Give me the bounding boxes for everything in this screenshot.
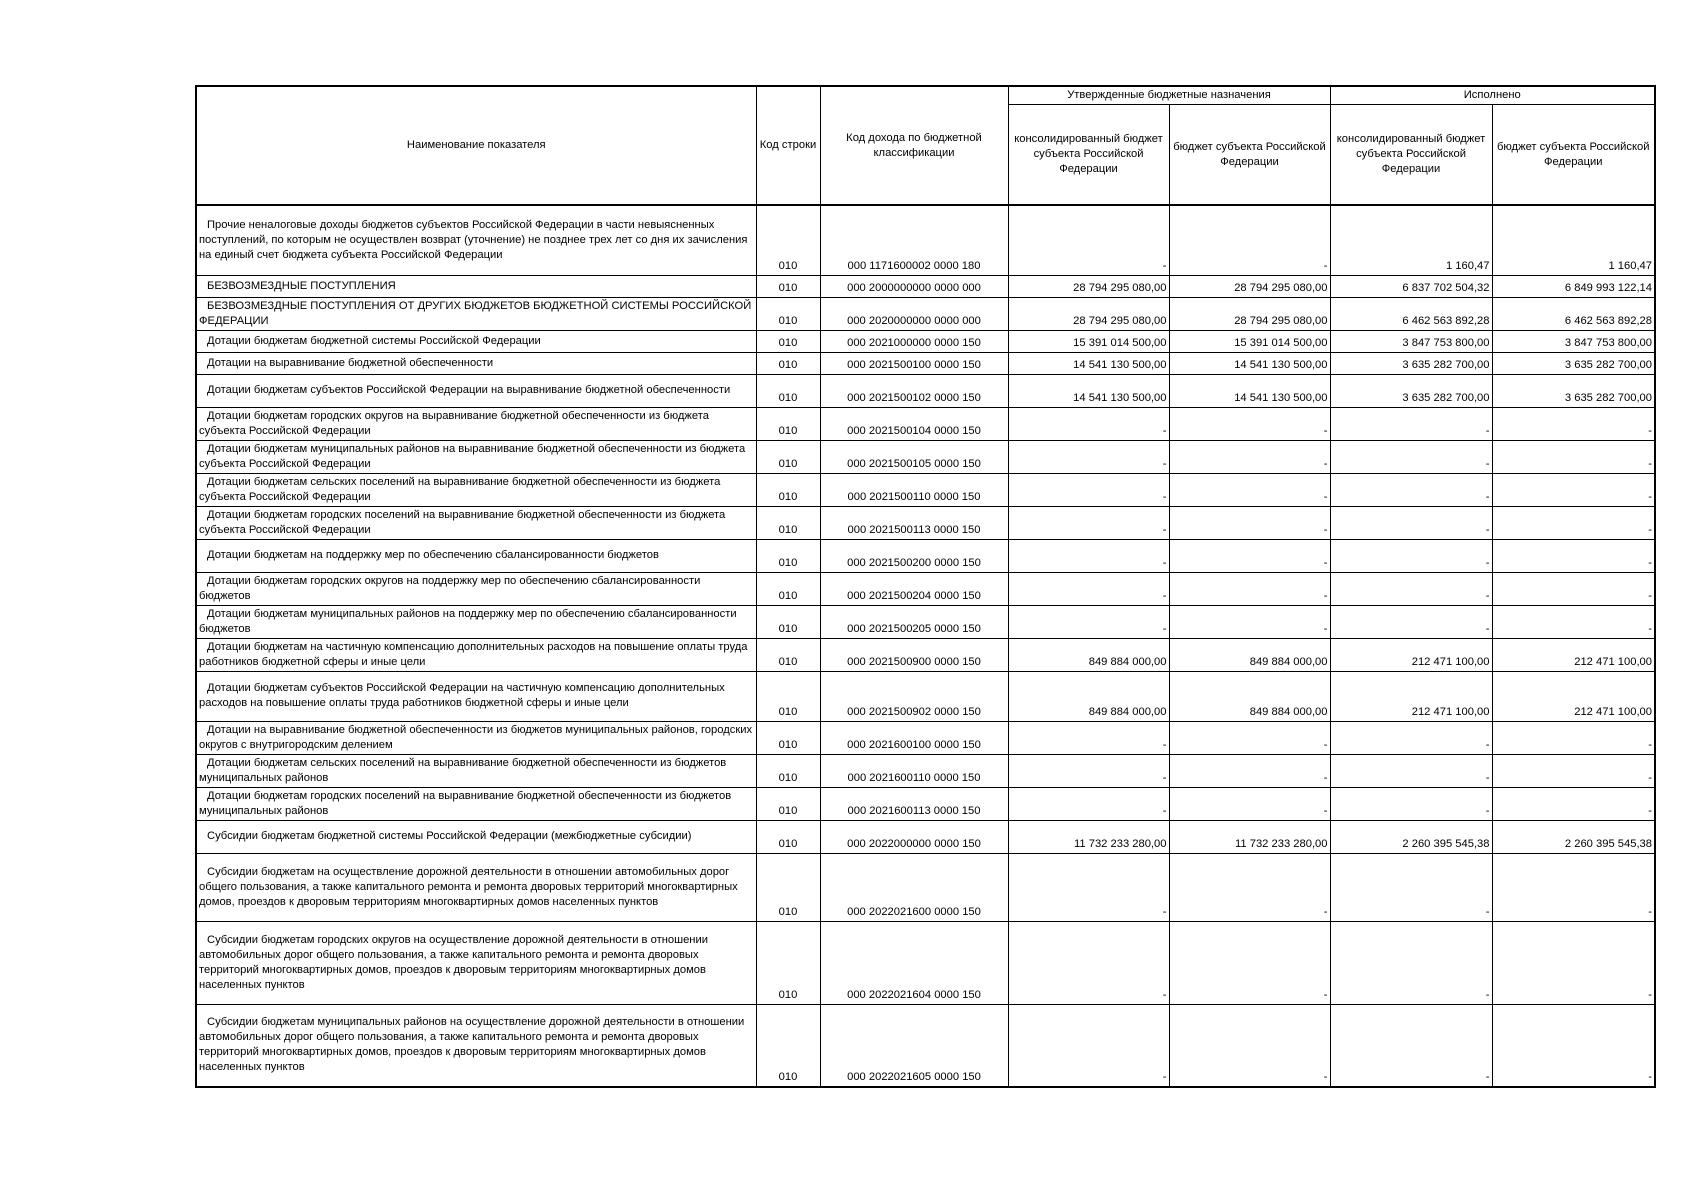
approved-consolidated-value: -: [1008, 205, 1169, 275]
row-code: 010: [756, 506, 820, 539]
row-name: Дотации на выравнивание бюджетной обеспеченности: [196, 352, 756, 374]
table-row: [196, 572, 1655, 605]
approved-consolidated-value: -: [1008, 605, 1169, 638]
row-code: 010: [756, 921, 820, 1004]
row-name: Дотации бюджетам городских поселений на выравнивание бюджетной обеспеченности из бюджетов муниципальных районов: [196, 787, 756, 820]
table-row: [196, 440, 1655, 473]
executed-subject-value: 6 849 993 122,14: [1492, 275, 1655, 297]
row-name: Субсидии бюджетам бюджетной системы Российской Федерации (межбюджетные субсидии): [196, 820, 756, 853]
row-code: 010: [756, 297, 820, 330]
row-name: Дотации бюджетам городских округов на поддержку мер по обеспечению сбалансированности бюджетов: [196, 572, 756, 605]
executed-consolidated-value: -: [1330, 853, 1492, 921]
approved-consolidated-value: -: [1008, 754, 1169, 787]
approved-subject-value: 28 794 295 080,00: [1169, 275, 1330, 297]
approved-consolidated-value: 15 391 014 500,00: [1008, 330, 1169, 352]
approved-subject-value: 849 884 000,00: [1169, 638, 1330, 671]
executed-consolidated-value: 212 471 100,00: [1330, 638, 1492, 671]
row-code: 010: [756, 820, 820, 853]
row-income-code: 000 2021500204 0000 150: [820, 572, 1008, 605]
approved-consolidated-value: 849 884 000,00: [1008, 671, 1169, 721]
executed-subject-value: -: [1492, 572, 1655, 605]
row-income-code: 000 2021500205 0000 150: [820, 605, 1008, 638]
row-code: 010: [756, 352, 820, 374]
row-code: 010: [756, 754, 820, 787]
approved-subject-value: -: [1169, 605, 1330, 638]
approved-subject-value: -: [1169, 407, 1330, 440]
approved-subject-value: -: [1169, 721, 1330, 754]
approved-subject-value: -: [1169, 506, 1330, 539]
approved-consolidated-value: -: [1008, 787, 1169, 820]
executed-subject-value: -: [1492, 605, 1655, 638]
table-row: [196, 297, 1655, 330]
row-code: 010: [756, 721, 820, 754]
table-row: [196, 275, 1655, 297]
row-name: Дотации бюджетам городских поселений на выравнивание бюджетной обеспеченности из бюджета субъекта Российской Федерации: [196, 506, 756, 539]
executed-subject-value: -: [1492, 853, 1655, 921]
budget-table: [195, 85, 1656, 1088]
table-row: [196, 1004, 1655, 1087]
row-income-code: 000 2021500200 0000 150: [820, 539, 1008, 572]
header-approved-subject: бюджет субъекта Российской Федерации: [1169, 105, 1330, 206]
executed-consolidated-value: -: [1330, 572, 1492, 605]
row-code: 010: [756, 787, 820, 820]
row-code: 010: [756, 1004, 820, 1087]
row-income-code: 000 2022021604 0000 150: [820, 921, 1008, 1004]
executed-subject-value: 3 847 753 800,00: [1492, 330, 1655, 352]
row-name: Субсидии бюджетам муниципальных районов на осуществление дорожной деятельности в отношении автомобильных дорог общего пользования, а также капитального ремонта и ремонта дворовых территорий многоквартирных домов, проездов к дворовым территориям многоквартирных домов населенных пунктов: [196, 1004, 756, 1087]
row-income-code: 000 2021500105 0000 150: [820, 440, 1008, 473]
executed-consolidated-value: -: [1330, 407, 1492, 440]
row-income-code: 000 2021500110 0000 150: [820, 473, 1008, 506]
row-name: Субсидии бюджетам на осуществление дорожной деятельности в отношении автомобильных дорог общего пользования, а также капитального ремонта и ремонта дворовых территорий многоквартирных домов, проездов к дворовым территориям многоквартирных домов населенных пунктов: [196, 853, 756, 921]
executed-consolidated-value: 3 635 282 700,00: [1330, 352, 1492, 374]
executed-subject-value: -: [1492, 407, 1655, 440]
table-row: [196, 787, 1655, 820]
approved-consolidated-value: -: [1008, 473, 1169, 506]
executed-consolidated-value: -: [1330, 921, 1492, 1004]
approved-subject-value: -: [1169, 1004, 1330, 1087]
row-income-code: 000 2021500100 0000 150: [820, 352, 1008, 374]
row-name: Дотации бюджетам субъектов Российской Федерации на выравнивание бюджетной обеспеченности: [196, 374, 756, 407]
executed-subject-value: 3 635 282 700,00: [1492, 352, 1655, 374]
row-income-code: 000 2021600110 0000 150: [820, 754, 1008, 787]
approved-consolidated-value: -: [1008, 572, 1169, 605]
row-code: 010: [756, 407, 820, 440]
row-name: Прочие неналоговые доходы бюджетов субъектов Российской Федерации в части невыясненных поступлений, по которым не осуществлен возврат (уточнение) не позднее трех лет со дня их зачисления на единый счет бюджета субъекта Российской Федерации: [196, 205, 756, 275]
executed-subject-value: -: [1492, 921, 1655, 1004]
row-code: 010: [756, 205, 820, 275]
row-income-code: 000 2021500113 0000 150: [820, 506, 1008, 539]
row-code: 010: [756, 374, 820, 407]
approved-subject-value: 15 391 014 500,00: [1169, 330, 1330, 352]
row-income-code: 000 2021500900 0000 150: [820, 638, 1008, 671]
table-row: [196, 330, 1655, 352]
header-executed-subject: бюджет субъекта Российской Федерации: [1492, 105, 1655, 206]
executed-consolidated-value: -: [1330, 605, 1492, 638]
executed-consolidated-value: -: [1330, 473, 1492, 506]
approved-consolidated-value: -: [1008, 921, 1169, 1004]
approved-subject-value: -: [1169, 921, 1330, 1004]
row-name: Дотации на выравнивание бюджетной обеспеченности из бюджетов муниципальных районов, городских округов с внутригородским делением: [196, 721, 756, 754]
executed-subject-value: -: [1492, 754, 1655, 787]
executed-consolidated-value: 3 847 753 800,00: [1330, 330, 1492, 352]
approved-consolidated-value: -: [1008, 539, 1169, 572]
row-name: Дотации бюджетам бюджетной системы Российской Федерации: [196, 330, 756, 352]
row-income-code: 000 2022021605 0000 150: [820, 1004, 1008, 1087]
table-row: [196, 853, 1655, 921]
row-code: 010: [756, 440, 820, 473]
approved-subject-value: 11 732 233 280,00: [1169, 820, 1330, 853]
row-code: 010: [756, 539, 820, 572]
table-body: [196, 205, 1655, 1087]
row-income-code: 000 2021000000 0000 150: [820, 330, 1008, 352]
row-income-code: 000 1171600002 0000 180: [820, 205, 1008, 275]
executed-consolidated-value: 212 471 100,00: [1330, 671, 1492, 721]
header-row-code: Код строки: [756, 86, 820, 205]
row-income-code: 000 2021600100 0000 150: [820, 721, 1008, 754]
row-income-code: 000 2020000000 0000 000: [820, 297, 1008, 330]
row-name: Субсидии бюджетам городских округов на осуществление дорожной деятельности в отношении автомобильных дорог общего пользования, а также капитального ремонта и ремонта дворовых территорий многоквартирных домов, проездов к дворовым территориям многоквартирных домов населенных пунктов: [196, 921, 756, 1004]
row-code: 010: [756, 671, 820, 721]
row-name: Дотации бюджетам городских округов на выравнивание бюджетной обеспеченности из бюджета субъекта Российской Федерации: [196, 407, 756, 440]
executed-consolidated-value: -: [1330, 1004, 1492, 1087]
table-row: [196, 205, 1655, 275]
approved-subject-value: -: [1169, 853, 1330, 921]
row-code: 010: [756, 572, 820, 605]
executed-consolidated-value: -: [1330, 721, 1492, 754]
approved-subject-value: -: [1169, 473, 1330, 506]
table-row: [196, 506, 1655, 539]
row-code: 010: [756, 853, 820, 921]
executed-consolidated-value: -: [1330, 754, 1492, 787]
approved-subject-value: -: [1169, 787, 1330, 820]
executed-consolidated-value: 1 160,47: [1330, 205, 1492, 275]
executed-subject-value: 3 635 282 700,00: [1492, 374, 1655, 407]
row-name: Дотации бюджетам субъектов Российской Федерации на частичную компенсацию дополнительных расходов на повышение оплаты труда работников бюджетной сферы и иные цели: [196, 671, 756, 721]
executed-subject-value: -: [1492, 721, 1655, 754]
table-row: [196, 605, 1655, 638]
table-row: [196, 671, 1655, 721]
header-approved: Утвержденные бюджетные назначения: [1008, 86, 1330, 105]
executed-subject-value: 6 462 563 892,28: [1492, 297, 1655, 330]
executed-consolidated-value: 6 837 702 504,32: [1330, 275, 1492, 297]
row-name: Дотации бюджетам муниципальных районов на поддержку мер по обеспечению сбалансированности бюджетов: [196, 605, 756, 638]
approved-subject-value: -: [1169, 205, 1330, 275]
approved-consolidated-value: 14 541 130 500,00: [1008, 374, 1169, 407]
approved-subject-value: 28 794 295 080,00: [1169, 297, 1330, 330]
approved-consolidated-value: -: [1008, 1004, 1169, 1087]
row-income-code: 000 2021600113 0000 150: [820, 787, 1008, 820]
executed-consolidated-value: -: [1330, 539, 1492, 572]
approved-consolidated-value: -: [1008, 440, 1169, 473]
table-row: [196, 407, 1655, 440]
header-approved-consolidated: консолидированный бюджет субъекта Российской Федерации: [1008, 105, 1169, 206]
row-code: 010: [756, 275, 820, 297]
row-income-code: 000 2021500102 0000 150: [820, 374, 1008, 407]
executed-consolidated-value: 6 462 563 892,28: [1330, 297, 1492, 330]
header-executed: Исполнено: [1330, 86, 1655, 105]
approved-consolidated-value: 849 884 000,00: [1008, 638, 1169, 671]
approved-consolidated-value: -: [1008, 506, 1169, 539]
table-row: [196, 352, 1655, 374]
executed-subject-value: -: [1492, 1004, 1655, 1087]
row-name: Дотации бюджетам на поддержку мер по обеспечению сбалансированности бюджетов: [196, 539, 756, 572]
executed-subject-value: -: [1492, 506, 1655, 539]
row-name: Дотации бюджетам сельских поселений на выравнивание бюджетной обеспеченности из бюджетов муниципальных районов: [196, 754, 756, 787]
executed-subject-value: 212 471 100,00: [1492, 638, 1655, 671]
executed-subject-value: -: [1492, 539, 1655, 572]
header-name: Наименование показателя: [196, 86, 756, 205]
row-code: 010: [756, 638, 820, 671]
row-name: Дотации бюджетам муниципальных районов на выравнивание бюджетной обеспеченности из бюджета субъекта Российской Федерации: [196, 440, 756, 473]
row-code: 010: [756, 605, 820, 638]
executed-consolidated-value: -: [1330, 440, 1492, 473]
table-row: [196, 721, 1655, 754]
table-row: [196, 539, 1655, 572]
executed-subject-value: -: [1492, 473, 1655, 506]
row-income-code: 000 2022021600 0000 150: [820, 853, 1008, 921]
approved-consolidated-value: 14 541 130 500,00: [1008, 352, 1169, 374]
approved-subject-value: -: [1169, 440, 1330, 473]
executed-consolidated-value: -: [1330, 787, 1492, 820]
approved-consolidated-value: 28 794 295 080,00: [1008, 275, 1169, 297]
executed-subject-value: -: [1492, 440, 1655, 473]
table-row: [196, 754, 1655, 787]
executed-consolidated-value: 3 635 282 700,00: [1330, 374, 1492, 407]
header-income-code: Код дохода по бюджетной классификации: [820, 86, 1008, 205]
header-executed-consolidated: консолидированный бюджет субъекта Российской Федерации: [1330, 105, 1492, 206]
approved-consolidated-value: -: [1008, 853, 1169, 921]
row-code: 010: [756, 473, 820, 506]
table-row: [196, 638, 1655, 671]
executed-subject-value: 1 160,47: [1492, 205, 1655, 275]
row-income-code: 000 2000000000 0000 000: [820, 275, 1008, 297]
row-code: 010: [756, 330, 820, 352]
executed-consolidated-value: 2 260 395 545,38: [1330, 820, 1492, 853]
table-row: [196, 921, 1655, 1004]
row-name: БЕЗВОЗМЕЗДНЫЕ ПОСТУПЛЕНИЯ: [196, 275, 756, 297]
executed-subject-value: -: [1492, 787, 1655, 820]
approved-consolidated-value: 11 732 233 280,00: [1008, 820, 1169, 853]
table-row: [196, 374, 1655, 407]
row-income-code: 000 2022000000 0000 150: [820, 820, 1008, 853]
approved-consolidated-value: -: [1008, 721, 1169, 754]
approved-subject-value: -: [1169, 754, 1330, 787]
executed-subject-value: 212 471 100,00: [1492, 671, 1655, 721]
approved-consolidated-value: 28 794 295 080,00: [1008, 297, 1169, 330]
executed-subject-value: 2 260 395 545,38: [1492, 820, 1655, 853]
table-row: [196, 473, 1655, 506]
row-name: БЕЗВОЗМЕЗДНЫЕ ПОСТУПЛЕНИЯ ОТ ДРУГИХ БЮДЖЕТОВ БЮДЖЕТНОЙ СИСТЕМЫ РОССИЙСКОЙ ФЕДЕРАЦИИ: [196, 297, 756, 330]
approved-subject-value: 14 541 130 500,00: [1169, 374, 1330, 407]
row-income-code: 000 2021500104 0000 150: [820, 407, 1008, 440]
row-income-code: 000 2021500902 0000 150: [820, 671, 1008, 721]
approved-subject-value: -: [1169, 572, 1330, 605]
approved-subject-value: 849 884 000,00: [1169, 671, 1330, 721]
row-name: Дотации бюджетам сельских поселений на выравнивание бюджетной обеспеченности из бюджета субъекта Российской Федерации: [196, 473, 756, 506]
approved-subject-value: 14 541 130 500,00: [1169, 352, 1330, 374]
approved-subject-value: -: [1169, 539, 1330, 572]
table-row: [196, 820, 1655, 853]
executed-consolidated-value: -: [1330, 506, 1492, 539]
approved-consolidated-value: -: [1008, 407, 1169, 440]
row-name: Дотации бюджетам на частичную компенсацию дополнительных расходов на повышение оплаты труда работников бюджетной сферы и иные цели: [196, 638, 756, 671]
